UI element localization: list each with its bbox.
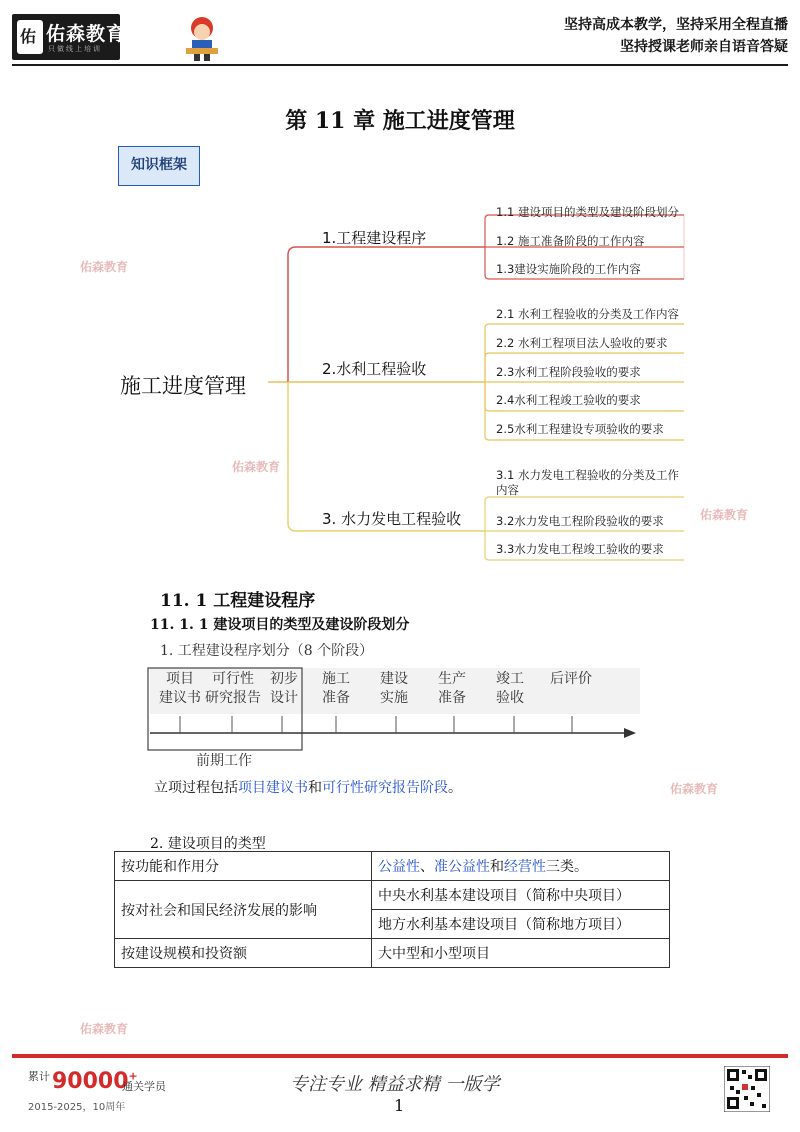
- qr-code-icon: [724, 1066, 770, 1112]
- timeline-stage-line2: 研究报告: [205, 690, 261, 706]
- table-cell-head: 按功能和作用分: [115, 852, 372, 881]
- paragraph-text: 和: [308, 780, 322, 796]
- item-heading: 1. 工程建设程序划分（8 个阶段）: [160, 643, 374, 659]
- cell-text: 和: [490, 859, 504, 875]
- mindmap-leaf: 2.1 水利工程验收的分类及工作内容: [496, 307, 679, 321]
- table-cell: [372, 852, 670, 881]
- cell-highlight: 公益性: [378, 859, 420, 875]
- timeline-stage-line1: 初步: [270, 671, 298, 687]
- watermark: 佑森教育: [80, 1022, 129, 1036]
- timeline-bracket-label: 前期工作: [196, 753, 252, 769]
- mindmap-leaf: 2.2 水利工程项目法人验收的要求: [496, 336, 668, 350]
- table-row: [115, 881, 670, 910]
- footer-prefix: 累计: [28, 1070, 50, 1083]
- mindmap-leaf: 2.5水利工程建设专项验收的要求: [496, 422, 664, 436]
- watermark: 佑森教育: [80, 260, 129, 274]
- mindmap-leaf: 3.3水力发电工程竣工验收的要求: [496, 542, 664, 556]
- watermark: 佑森教育: [232, 460, 281, 474]
- header-divider: [12, 64, 788, 66]
- table-row: [115, 939, 670, 968]
- watermark: 佑森教育: [670, 782, 719, 796]
- footer-divider: [12, 1054, 788, 1058]
- timeline-stage: [372, 670, 416, 708]
- mindmap-leaf: 2.4水利工程竣工验收的要求: [496, 393, 641, 407]
- timeline-stage-line1: 施工: [322, 671, 350, 687]
- cell-text: 三类。: [546, 859, 588, 875]
- paragraph-highlight: 项目建议书: [238, 780, 308, 796]
- mindmap-leaf: 1.3建设实施阶段的工作内容: [496, 262, 641, 276]
- slogan-line-1: 坚持高成本教学，坚持采用全程直播: [564, 17, 788, 33]
- table-cell-head: 按建设规模和投资额: [115, 939, 372, 968]
- mindmap-leaf: 1.2 施工准备阶段的工作内容: [496, 234, 645, 248]
- cell-highlight: 经营性: [504, 859, 546, 875]
- paragraph-highlight: 可行性研究报告阶段: [322, 780, 448, 796]
- table-row: [115, 852, 670, 881]
- table-cell: 中央水利基本建设项目（简称中央项目）: [372, 881, 670, 910]
- mindmap-leaf: 3.2水力发电工程阶段验收的要求: [496, 514, 664, 528]
- footer-count-number: 90000: [52, 1069, 129, 1094]
- timeline-stage-line1: 项目: [166, 671, 194, 687]
- paragraph-text: 。: [448, 780, 462, 796]
- mindmap-leaf: 1.1 建设项目的类型及建设阶段划分: [496, 205, 679, 219]
- timeline-stage-line2: 验收: [496, 690, 524, 706]
- timeline-stage-line2: 准备: [438, 690, 466, 706]
- mindmap-leaf: 2.3水利工程阶段验收的要求: [496, 365, 641, 379]
- logo-text: 佑森教育: [46, 23, 127, 45]
- timeline-stage: [262, 670, 306, 708]
- footer-years: 2015-2025，10周年: [28, 1102, 126, 1113]
- timeline-stage-line1: 可行性: [212, 671, 254, 687]
- timeline-stage-line1: 生产: [438, 671, 466, 687]
- mindmap-leaf: 3.1 水力发电工程验收的分类及工作内容: [496, 468, 679, 497]
- subsection-heading: 11. 1. 1 建设项目的类型及建设阶段划分: [150, 617, 410, 633]
- table-cell-head: 按对社会和国民经济发展的影响: [115, 881, 372, 939]
- section-heading: 11. 1 工程建设程序: [160, 591, 316, 611]
- mindmap-branch-1: 1.工程建设程序: [322, 229, 427, 247]
- cell-highlight: 准公益性: [434, 859, 490, 875]
- svg-text:佑: 佑: [20, 27, 37, 46]
- timeline-stage-line2: 准备: [322, 690, 350, 706]
- footer-count-plus: +: [128, 1069, 138, 1083]
- paragraph-text: 立项过程包括: [154, 780, 238, 796]
- timeline-stage: [314, 670, 358, 708]
- page-number: 1: [394, 1096, 405, 1115]
- timeline-stage-line2: 设计: [270, 690, 298, 706]
- slogan-line-2: 坚持授课老师亲自语音答疑: [620, 39, 788, 55]
- footer-signature: 专注专业 精益求精 一版学: [290, 1074, 500, 1095]
- logo-seal-icon: [17, 20, 43, 54]
- timeline-stage-line2: 实施: [380, 690, 408, 706]
- cell-text: 、: [420, 859, 434, 875]
- table-title: 2. 建设项目的类型: [150, 836, 266, 852]
- logo-subtext: 只做线上培训: [48, 45, 102, 53]
- timeline-stage-line2: 建议书: [159, 690, 201, 706]
- footer-suffix: 通关学员: [122, 1080, 166, 1093]
- mindmap-root: 施工进度管理: [120, 374, 246, 398]
- mindmap-branch-2: 2.水利工程验收: [322, 360, 427, 378]
- table-cell: 地方水利基本建设项目（简称地方项目）: [372, 910, 670, 939]
- timeline-stage-line1: 后评价: [550, 671, 592, 687]
- framework-tag: 知识框架: [118, 146, 200, 186]
- timeline-stage: [430, 670, 474, 708]
- timeline-stage-line1: 建设: [380, 671, 408, 687]
- watermark: 佑森教育: [700, 508, 749, 522]
- paragraph: [154, 777, 462, 797]
- timeline-stage: [200, 670, 266, 708]
- timeline-stage: [488, 670, 532, 708]
- timeline-stage-line1: 竣工: [496, 671, 524, 687]
- mascot-icon: [180, 14, 224, 62]
- table-cell: 大中型和小型项目: [372, 939, 670, 968]
- mindmap-branch-3: 3. 水力发电工程验收: [322, 510, 462, 528]
- project-types-table: [114, 851, 670, 968]
- timeline-stage: [544, 670, 598, 689]
- chapter-title: 第 11 章 施工进度管理: [285, 108, 515, 134]
